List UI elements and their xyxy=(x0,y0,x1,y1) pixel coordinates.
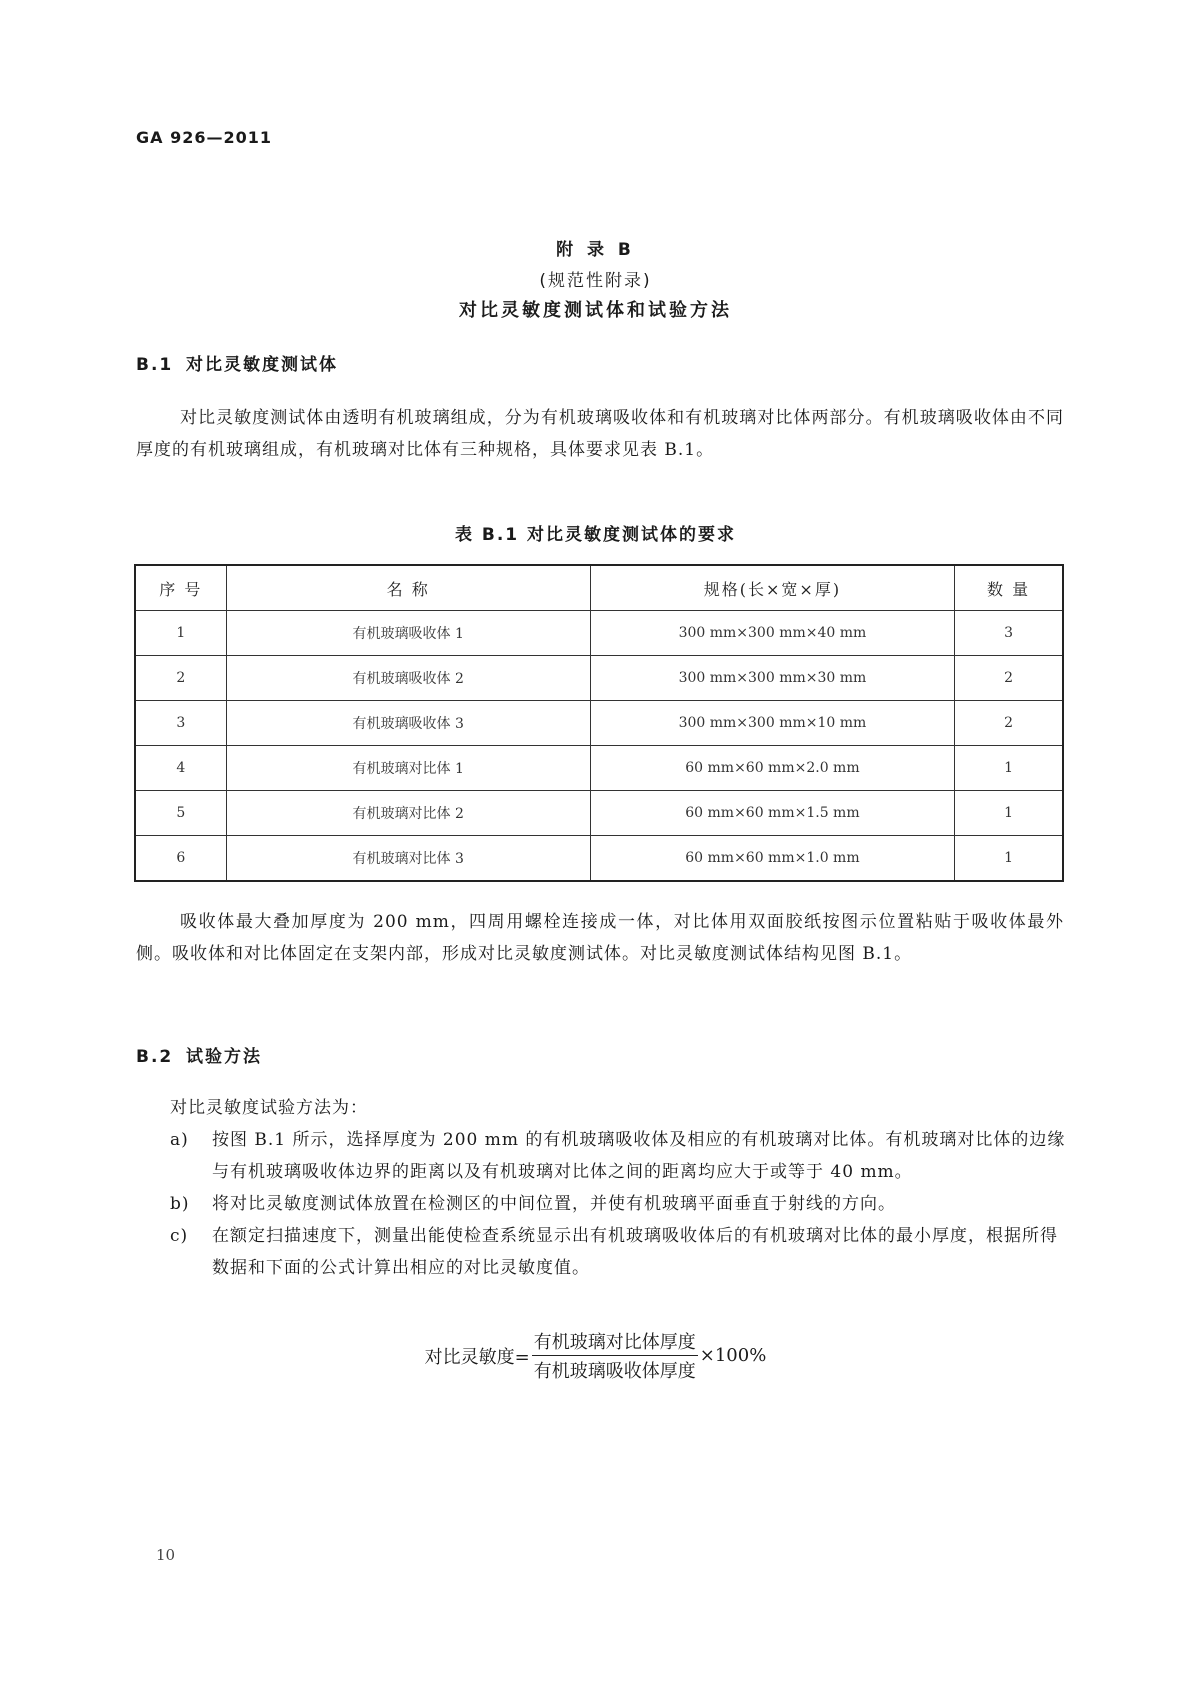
list-item-text: 将对比灵敏度测试体放置在检测区的中间位置，并使有机玻璃平面垂直于射线的方向。 xyxy=(212,1194,896,1214)
formula-fraction xyxy=(532,1328,698,1383)
cell-spec: 300 mm×300 mm×10 mm xyxy=(590,701,954,746)
table-row xyxy=(135,791,1063,836)
list-item-label: b) xyxy=(170,1194,190,1214)
appendix-subtitle: (规范性附录) xyxy=(539,271,652,291)
cell-spec: 60 mm×60 mm×1.0 mm xyxy=(590,836,954,882)
appendix-title: 附 录 B xyxy=(556,240,635,260)
method-intro: 对比灵敏度试验方法为： xyxy=(170,1098,368,1118)
col-header-quantity: 数 量 xyxy=(955,565,1063,611)
sensitivity-formula xyxy=(0,1328,1191,1383)
cell-index: 3 xyxy=(135,701,226,746)
cell-quantity: 1 xyxy=(955,836,1063,882)
section-b2-heading xyxy=(136,1042,262,1067)
list-item-text: 按图 B.1 所示，选择厚度为 200 mm 的有机玻璃吸收体及相应的有机玻璃对比体。有机玻璃对比体的边缘与有机玻璃吸收体边界的距离以及有机玻璃对比体之间的距离均应大于或等于 40 mm。 xyxy=(212,1130,1066,1182)
section-title: 对比灵敏度测试体 xyxy=(186,355,338,375)
cell-name: 有机玻璃对比体 2 xyxy=(226,791,590,836)
table-caption: 表 B.1 对比灵敏度测试体的要求 xyxy=(454,525,737,545)
cell-index: 1 xyxy=(135,611,226,656)
cell-spec: 300 mm×300 mm×30 mm xyxy=(590,656,954,701)
section-b1-heading xyxy=(136,350,338,375)
list-item-label: a) xyxy=(170,1130,189,1150)
table-row xyxy=(135,701,1063,746)
method-list xyxy=(170,1092,1070,1284)
page-number: 10 xyxy=(156,1546,176,1564)
cell-quantity: 1 xyxy=(955,791,1063,836)
list-item xyxy=(170,1188,1070,1220)
table-row xyxy=(135,836,1063,882)
spec-table xyxy=(134,564,1064,882)
formula-numerator: 有机玻璃对比体厚度 xyxy=(532,1328,698,1356)
standard-code: GA 926—2011 xyxy=(136,128,273,147)
table-row xyxy=(135,656,1063,701)
cell-quantity: 2 xyxy=(955,701,1063,746)
cell-index: 4 xyxy=(135,746,226,791)
cell-name: 有机玻璃对比体 1 xyxy=(226,746,590,791)
col-header-name: 名 称 xyxy=(226,565,590,611)
cell-spec: 300 mm×300 mm×40 mm xyxy=(590,611,954,656)
section-b1-paragraph: 对比灵敏度测试体由透明有机玻璃组成，分为有机玻璃吸收体和有机玻璃对比体两部分。有机玻璃吸收体由不同厚度的有机玻璃组成，有机玻璃对比体有三种规格，具体要求见表 B.1。 xyxy=(136,408,1064,460)
cell-name: 有机玻璃吸收体 2 xyxy=(226,656,590,701)
list-item xyxy=(170,1220,1070,1284)
cell-spec: 60 mm×60 mm×2.0 mm xyxy=(590,746,954,791)
list-item-label: c) xyxy=(170,1226,189,1246)
cell-name: 有机玻璃吸收体 3 xyxy=(226,701,590,746)
cell-quantity: 2 xyxy=(955,656,1063,701)
section-number: B.1 xyxy=(136,355,174,375)
formula-denominator: 有机玻璃吸收体厚度 xyxy=(533,1361,696,1382)
table-row xyxy=(135,746,1063,791)
cell-quantity: 1 xyxy=(955,746,1063,791)
list-item xyxy=(170,1124,1070,1188)
cell-quantity: 3 xyxy=(955,611,1063,656)
cell-index: 5 xyxy=(135,791,226,836)
formula-multiplier: ×100% xyxy=(699,1345,767,1366)
cell-index: 2 xyxy=(135,656,226,701)
col-header-index: 序 号 xyxy=(135,565,226,611)
cell-name: 有机玻璃对比体 3 xyxy=(226,836,590,882)
after-table-paragraph: 吸收体最大叠加厚度为 200 mm，四周用螺栓连接成一体，对比体用双面胶纸按图示位置粘贴于吸收体最外侧。吸收体和对比体固定在支架内部，形成对比灵敏度测试体。对比灵敏度测试体结构见图 B.1。 xyxy=(136,912,1064,964)
table-row xyxy=(135,611,1063,656)
cell-name: 有机玻璃吸收体 1 xyxy=(226,611,590,656)
section-title: 试验方法 xyxy=(186,1047,262,1067)
table-header-row xyxy=(135,565,1063,611)
cell-index: 6 xyxy=(135,836,226,882)
appendix-heading: 对比灵敏度测试体和试验方法 xyxy=(459,300,732,321)
list-item-text: 在额定扫描速度下，测量出能使检查系统显示出有机玻璃吸收体后的有机玻璃对比体的最小厚度，根据所得数据和下面的公式计算出相应的对比灵敏度值。 xyxy=(212,1226,1058,1278)
cell-spec: 60 mm×60 mm×1.5 mm xyxy=(590,791,954,836)
section-number: B.2 xyxy=(136,1047,174,1067)
col-header-spec: 规格(长×宽×厚) xyxy=(590,565,954,611)
formula-lhs: 对比灵敏度= xyxy=(424,1346,530,1368)
